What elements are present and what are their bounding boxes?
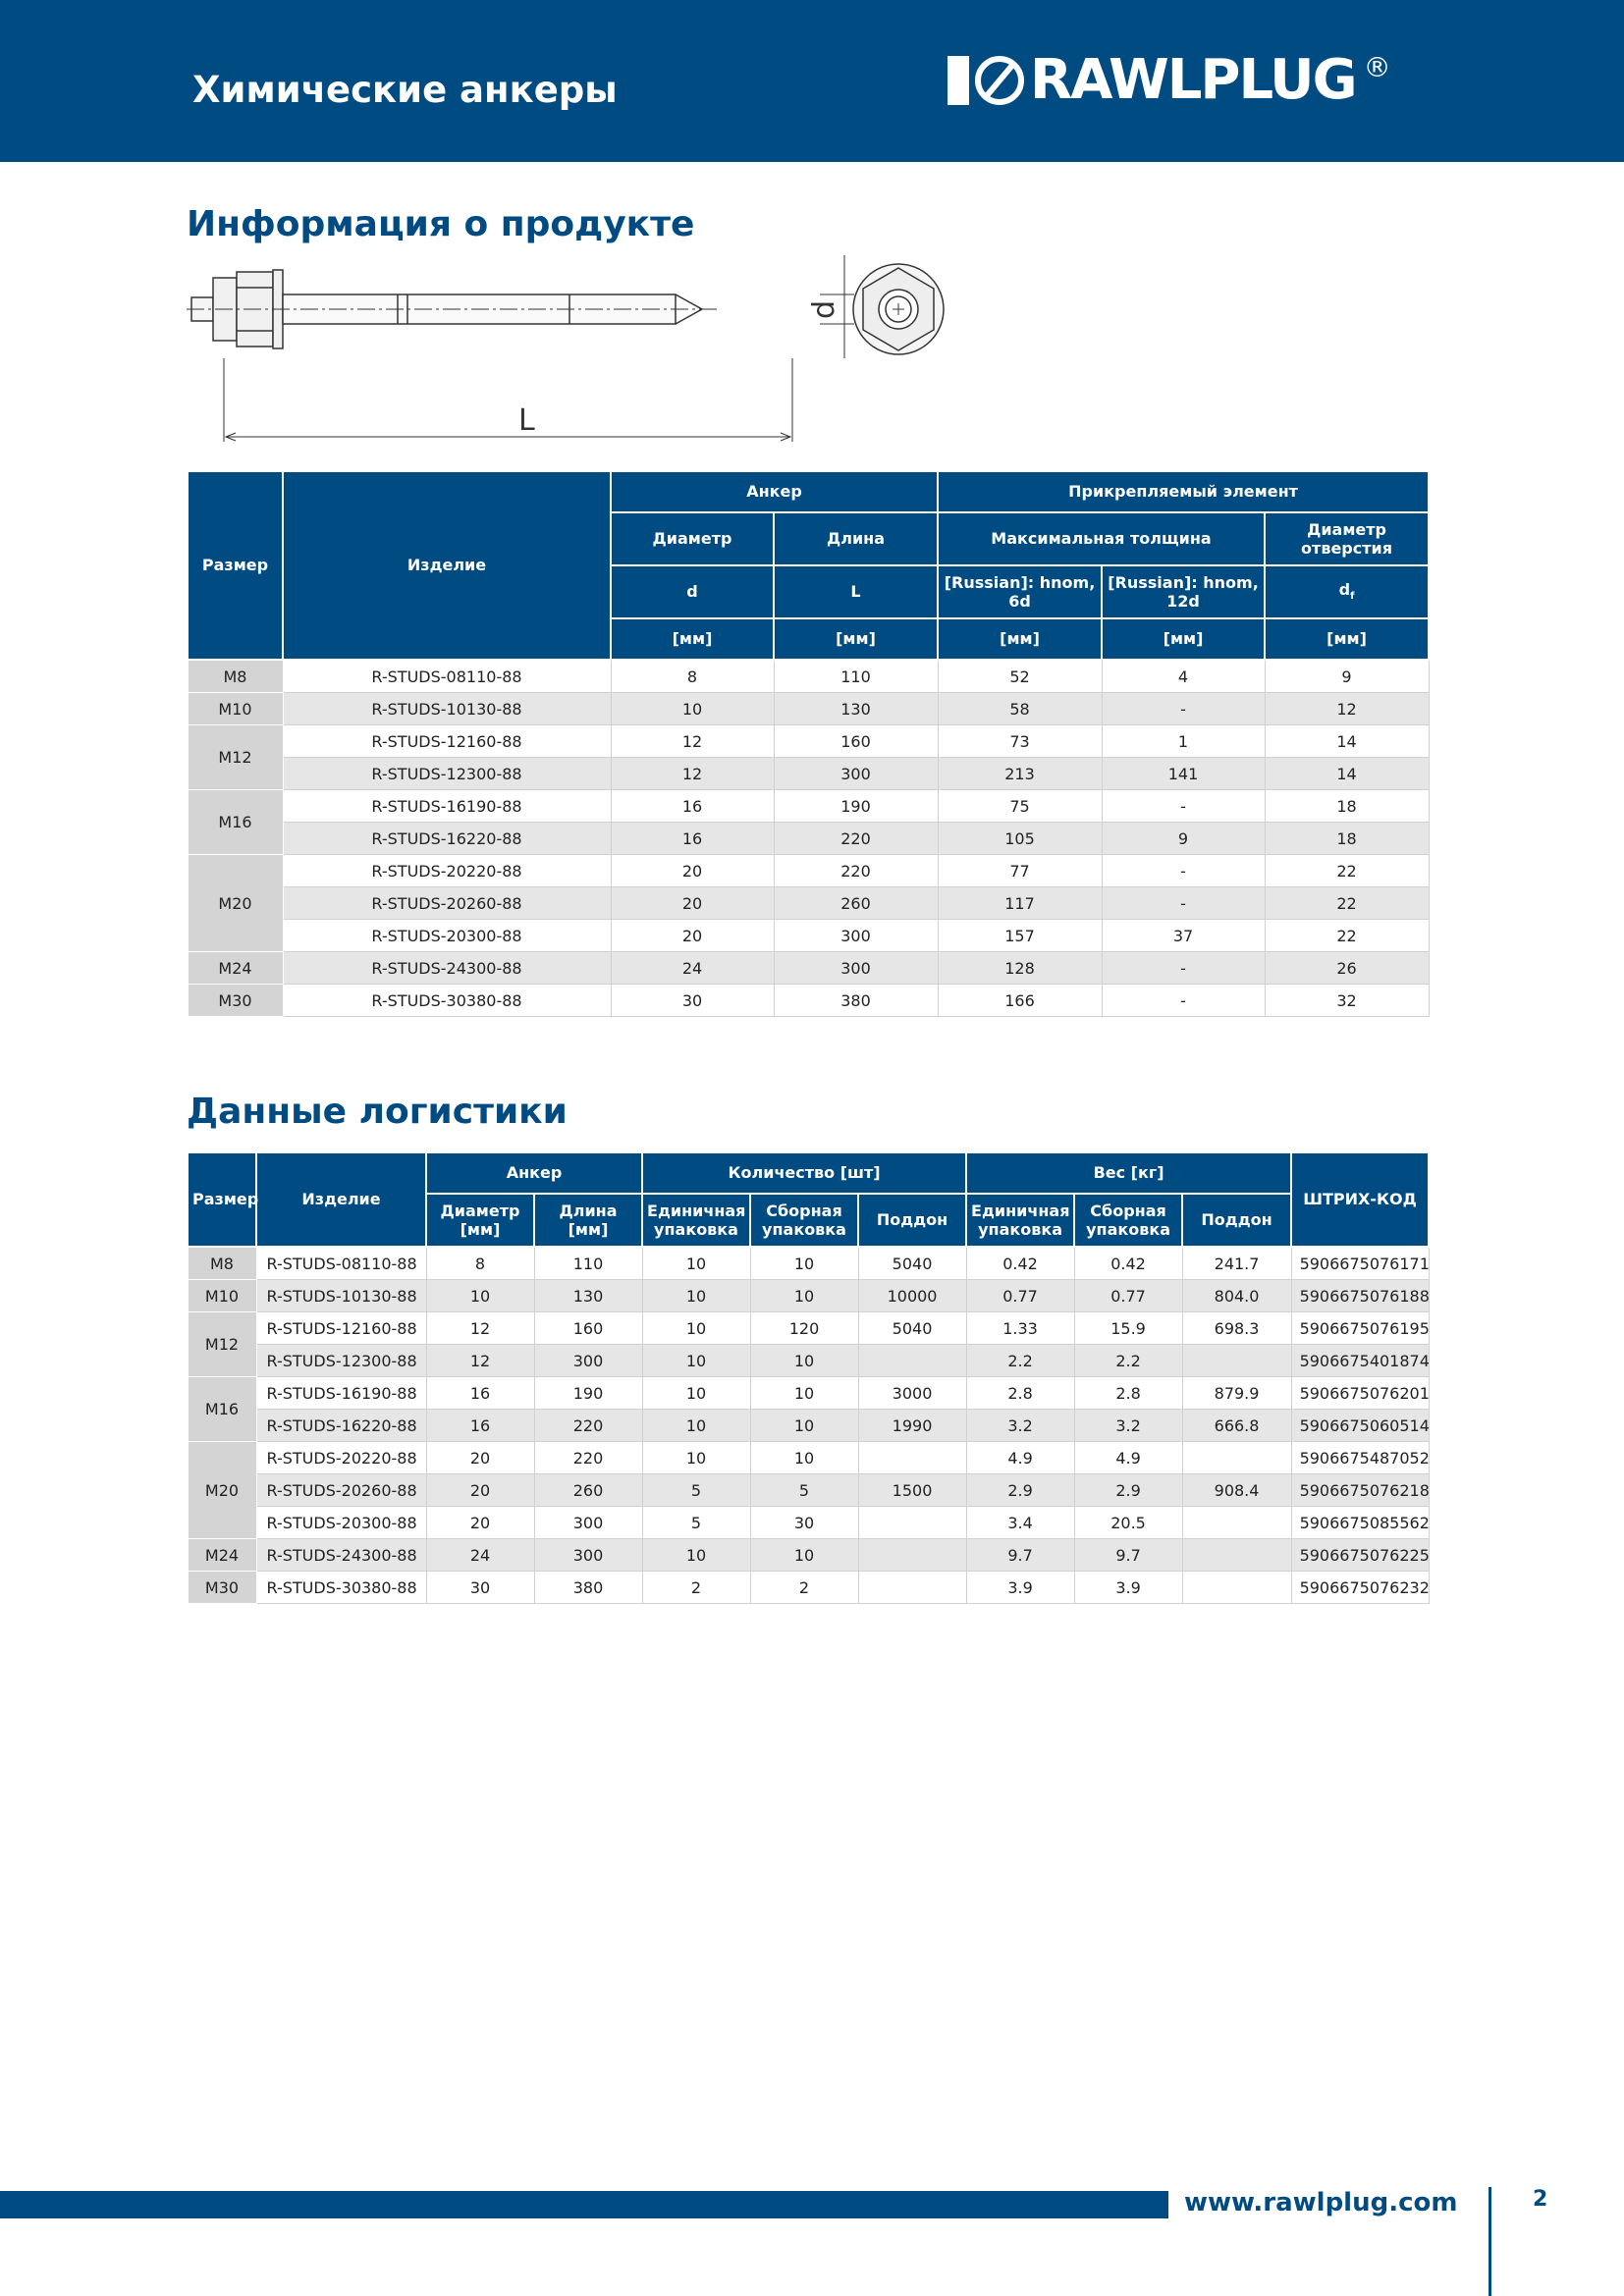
table-row (188, 758, 1429, 790)
table-row (188, 1474, 1429, 1507)
cell-item: R-STUDS-12300-88 (256, 1345, 426, 1377)
cell-q3 (858, 1539, 966, 1572)
cell-item: R-STUDS-12160-88 (283, 725, 611, 758)
cell-d: 20 (611, 887, 774, 920)
table-row (188, 725, 1429, 758)
size-cell: M16 (188, 790, 283, 855)
page-header (0, 0, 1624, 162)
cell-code: 5906675076232 (1291, 1572, 1429, 1604)
table-row (188, 790, 1429, 823)
cell-L: 380 (534, 1572, 642, 1604)
col-weight-pallet: Поддон (1182, 1194, 1291, 1247)
cell-L: 110 (534, 1247, 642, 1280)
cell-d: 8 (426, 1247, 534, 1280)
cell-q2: 5 (750, 1474, 858, 1507)
website-link[interactable]: www.rawlplug.com (1184, 2188, 1458, 2217)
col-hnom-6d: [Russian]: hnom, 6d (938, 565, 1102, 618)
col-item: Изделие (256, 1152, 426, 1247)
cell-code: 5906675076225 (1291, 1539, 1429, 1572)
cell-t12: 4 (1102, 660, 1265, 693)
cell-L: 130 (534, 1280, 642, 1312)
logo-bar-icon (947, 56, 969, 105)
cell-w1: 2.9 (966, 1474, 1074, 1507)
cell-item: R-STUDS-20260-88 (256, 1474, 426, 1507)
cell-L: 190 (774, 790, 938, 823)
cell-t12: - (1102, 790, 1265, 823)
cell-L: 300 (774, 920, 938, 952)
cell-w2: 3.9 (1074, 1572, 1182, 1604)
cell-q3 (858, 1572, 966, 1604)
logistics-title: Данные логистики (187, 1092, 568, 1132)
cell-q1: 10 (642, 1247, 750, 1280)
footer-divider (1489, 2187, 1491, 2296)
cell-item: R-STUDS-12160-88 (256, 1312, 426, 1345)
cell-t12: 9 (1102, 823, 1265, 855)
cell-w3 (1182, 1572, 1291, 1604)
col-d-symbol: d (611, 565, 774, 618)
cell-w2: 4.9 (1074, 1442, 1182, 1474)
cell-w3: 879.9 (1182, 1377, 1291, 1410)
cell-t12: - (1102, 887, 1265, 920)
cell-L: 300 (534, 1507, 642, 1539)
cell-df: 14 (1265, 725, 1429, 758)
cell-q3: 5040 (858, 1247, 966, 1280)
cell-item: R-STUDS-30380-88 (256, 1572, 426, 1604)
diameter-label: d (807, 299, 841, 319)
cell-w1: 4.9 (966, 1442, 1074, 1474)
table-row (188, 1507, 1429, 1539)
cell-w3 (1182, 1442, 1291, 1474)
cell-t6: 117 (938, 887, 1102, 920)
col-group-attached: Прикрепляемый элемент (938, 471, 1429, 512)
cell-t6: 105 (938, 823, 1102, 855)
cell-w3: 698.3 (1182, 1312, 1291, 1345)
cell-d: 20 (426, 1442, 534, 1474)
col-qty-unit-pack: Единичная упаковка (642, 1194, 750, 1247)
cell-w2: 3.2 (1074, 1410, 1182, 1442)
cell-q1: 5 (642, 1507, 750, 1539)
table-row (188, 1539, 1429, 1572)
size-cell: M12 (188, 1312, 256, 1377)
cell-w3 (1182, 1345, 1291, 1377)
size-cell: M20 (188, 1442, 256, 1539)
cell-t12: - (1102, 693, 1265, 725)
cell-item: R-STUDS-16190-88 (256, 1377, 426, 1410)
unit-label: [мм] (1265, 618, 1429, 660)
cell-w1: 2.2 (966, 1345, 1074, 1377)
cell-L: 260 (774, 887, 938, 920)
cell-t6: 128 (938, 952, 1102, 985)
cell-d: 12 (611, 758, 774, 790)
product-info-title: Информация о продукте (187, 204, 695, 244)
table-row (188, 1442, 1429, 1474)
cell-d: 16 (611, 823, 774, 855)
cell-item: R-STUDS-20220-88 (283, 855, 611, 887)
cell-w3: 666.8 (1182, 1410, 1291, 1442)
logo-wordmark: RAWLPLUG (1030, 48, 1356, 112)
cell-d: 12 (611, 725, 774, 758)
cell-d: 8 (611, 660, 774, 693)
table-row (188, 660, 1429, 693)
cell-w2: 0.42 (1074, 1247, 1182, 1280)
col-df-symbol: $d_f$ (1265, 565, 1429, 618)
size-cell: M24 (188, 952, 283, 985)
cell-L: 260 (534, 1474, 642, 1507)
col-group-anchor: Анкер (611, 471, 938, 512)
cell-df: 26 (1265, 952, 1429, 985)
cell-q2: 10 (750, 1280, 858, 1312)
cell-df: 18 (1265, 823, 1429, 855)
size-cell: M30 (188, 1572, 256, 1604)
cell-w1: 3.9 (966, 1572, 1074, 1604)
col-group-weight: Вес [кг] (966, 1152, 1291, 1194)
size-cell: M24 (188, 1539, 256, 1572)
logistics-table (187, 1151, 1430, 1604)
cell-code: 5906675076195 (1291, 1312, 1429, 1345)
col-hnom-12d: [Russian]: hnom, 12d (1102, 565, 1265, 618)
size-cell: M10 (188, 1280, 256, 1312)
cell-d: 16 (426, 1410, 534, 1442)
cell-w2: 20.5 (1074, 1507, 1182, 1539)
col-group-quantity: Количество [шт] (642, 1152, 966, 1194)
cell-w1: 0.77 (966, 1280, 1074, 1312)
col-diameter: Диаметр (611, 512, 774, 565)
cell-L: 130 (774, 693, 938, 725)
registered-mark: ® (1363, 51, 1391, 83)
cell-q3: 1990 (858, 1410, 966, 1442)
cell-q3 (858, 1442, 966, 1474)
cell-t6: 73 (938, 725, 1102, 758)
cell-t12: - (1102, 952, 1265, 985)
footer-bar (0, 2191, 1168, 2218)
cell-q1: 10 (642, 1442, 750, 1474)
cell-d: 24 (426, 1539, 534, 1572)
cell-item: R-STUDS-20300-88 (283, 920, 611, 952)
unit-label: [мм] (938, 618, 1102, 660)
cell-q2: 10 (750, 1410, 858, 1442)
col-item: Изделие (283, 471, 611, 660)
cell-t12: - (1102, 855, 1265, 887)
cell-d: 30 (611, 985, 774, 1017)
table-row (188, 1345, 1429, 1377)
cell-q2: 10 (750, 1247, 858, 1280)
cell-w1: 0.42 (966, 1247, 1074, 1280)
cell-code: 5906675060514 (1291, 1410, 1429, 1442)
cell-q1: 10 (642, 1280, 750, 1312)
table-row (188, 693, 1429, 725)
cell-q3 (858, 1507, 966, 1539)
cell-d: 20 (426, 1507, 534, 1539)
cell-t6: 58 (938, 693, 1102, 725)
cell-code: 5906675085562 (1291, 1507, 1429, 1539)
unit-label: [мм] (1102, 618, 1265, 660)
size-cell: M12 (188, 725, 283, 790)
cell-L: 160 (774, 725, 938, 758)
cell-q1: 2 (642, 1572, 750, 1604)
cell-d: 12 (426, 1312, 534, 1345)
cell-w3 (1182, 1539, 1291, 1572)
cell-code: 5906675076188 (1291, 1280, 1429, 1312)
cell-q2: 10 (750, 1377, 858, 1410)
cell-L: 220 (774, 855, 938, 887)
col-weight-bulk-pack: Сборная упаковка (1074, 1194, 1182, 1247)
cell-item: R-STUDS-20260-88 (283, 887, 611, 920)
cell-q3 (858, 1345, 966, 1377)
cell-q3: 10000 (858, 1280, 966, 1312)
cell-w2: 9.7 (1074, 1539, 1182, 1572)
cell-L: 300 (774, 758, 938, 790)
cell-q2: 120 (750, 1312, 858, 1345)
cell-t6: 75 (938, 790, 1102, 823)
cell-L: 190 (534, 1377, 642, 1410)
col-qty-bulk-pack: Сборная упаковка (750, 1194, 858, 1247)
cell-q1: 10 (642, 1345, 750, 1377)
rawlplug-logo (947, 48, 1391, 112)
col-hole-diameter: Диаметр отверстия (1265, 512, 1429, 565)
size-cell: M16 (188, 1377, 256, 1442)
cell-q1: 10 (642, 1312, 750, 1345)
cell-t6: 213 (938, 758, 1102, 790)
cell-q2: 2 (750, 1572, 858, 1604)
size-cell: M10 (188, 693, 283, 725)
cell-t6: 166 (938, 985, 1102, 1017)
cell-q1: 10 (642, 1377, 750, 1410)
cell-df: 18 (1265, 790, 1429, 823)
cell-item: R-STUDS-16220-88 (256, 1410, 426, 1442)
col-length: Длина [мм] (534, 1194, 642, 1247)
unit-label: [мм] (774, 618, 938, 660)
cell-d: 30 (426, 1572, 534, 1604)
cell-L: 110 (774, 660, 938, 693)
page-title: Химические анкеры (192, 69, 618, 111)
table-row (188, 1410, 1429, 1442)
size-cell: M30 (188, 985, 283, 1017)
col-qty-pallet: Поддон (858, 1194, 966, 1247)
col-length: Длина (774, 512, 938, 565)
table-row (188, 1312, 1429, 1345)
cell-t12: 141 (1102, 758, 1265, 790)
size-cell: M8 (188, 1247, 256, 1280)
cell-item: R-STUDS-24300-88 (283, 952, 611, 985)
table-row (188, 985, 1429, 1017)
cell-item: R-STUDS-16220-88 (283, 823, 611, 855)
cell-df: 22 (1265, 855, 1429, 887)
table-row (188, 823, 1429, 855)
cell-q1: 10 (642, 1539, 750, 1572)
cell-d: 20 (611, 920, 774, 952)
cell-w1: 9.7 (966, 1539, 1074, 1572)
cell-t6: 52 (938, 660, 1102, 693)
cell-item: R-STUDS-08110-88 (283, 660, 611, 693)
table-row (188, 1247, 1429, 1280)
cell-w3: 804.0 (1182, 1280, 1291, 1312)
col-group-anchor: Анкер (426, 1152, 642, 1194)
cell-code: 5906675076218 (1291, 1474, 1429, 1507)
cell-L: 300 (534, 1539, 642, 1572)
cell-q2: 30 (750, 1507, 858, 1539)
cell-code: 5906675076171 (1291, 1247, 1429, 1280)
cell-q3: 5040 (858, 1312, 966, 1345)
cell-w3: 241.7 (1182, 1247, 1291, 1280)
cell-w3: 908.4 (1182, 1474, 1291, 1507)
cell-item: R-STUDS-08110-88 (256, 1247, 426, 1280)
cell-w1: 2.8 (966, 1377, 1074, 1410)
cell-item: R-STUDS-30380-88 (283, 985, 611, 1017)
logo-screw-icon (975, 56, 1024, 105)
cell-q3: 3000 (858, 1377, 966, 1410)
cell-df: 22 (1265, 920, 1429, 952)
cell-w2: 2.9 (1074, 1474, 1182, 1507)
cell-q2: 10 (750, 1539, 858, 1572)
cell-w2: 15.9 (1074, 1312, 1182, 1345)
table-row (188, 1572, 1429, 1604)
cell-df: 14 (1265, 758, 1429, 790)
col-diameter: Диаметр [мм] (426, 1194, 534, 1247)
cell-df: 22 (1265, 887, 1429, 920)
table-row (188, 1377, 1429, 1410)
unit-label: [мм] (611, 618, 774, 660)
cell-w3 (1182, 1507, 1291, 1539)
table-row (188, 855, 1429, 887)
product-table (187, 470, 1430, 1017)
cell-d: 24 (611, 952, 774, 985)
cell-w1: 3.2 (966, 1410, 1074, 1442)
cell-q3: 1500 (858, 1474, 966, 1507)
cell-code: 5906675487052 (1291, 1442, 1429, 1474)
table-row (188, 952, 1429, 985)
cell-t12: 1 (1102, 725, 1265, 758)
size-cell: M8 (188, 660, 283, 693)
cell-item: R-STUDS-20220-88 (256, 1442, 426, 1474)
cell-L: 300 (774, 952, 938, 985)
col-size: Размер (188, 471, 283, 660)
col-max-thickness: Максимальная толщина (938, 512, 1265, 565)
cell-item: R-STUDS-20300-88 (256, 1507, 426, 1539)
cell-L: 380 (774, 985, 938, 1017)
cell-w2: 2.2 (1074, 1345, 1182, 1377)
cell-w1: 3.4 (966, 1507, 1074, 1539)
cell-d: 20 (426, 1474, 534, 1507)
cell-d: 12 (426, 1345, 534, 1377)
anchor-stud-drawing (187, 250, 972, 452)
cell-L: 160 (534, 1312, 642, 1345)
cell-df: 12 (1265, 693, 1429, 725)
col-barcode: ШТРИХ-КОД (1291, 1152, 1429, 1247)
cell-L: 220 (774, 823, 938, 855)
col-size: Размер (188, 1152, 256, 1247)
cell-w2: 0.77 (1074, 1280, 1182, 1312)
cell-q1: 5 (642, 1474, 750, 1507)
size-cell: M20 (188, 855, 283, 952)
length-label: L (518, 403, 535, 438)
table-row (188, 1280, 1429, 1312)
page-number: 2 (1533, 2187, 1548, 2212)
cell-L: 300 (534, 1345, 642, 1377)
cell-t12: - (1102, 985, 1265, 1017)
cell-d: 10 (611, 693, 774, 725)
cell-L: 220 (534, 1410, 642, 1442)
cell-L: 220 (534, 1442, 642, 1474)
cell-item: R-STUDS-24300-88 (256, 1539, 426, 1572)
cell-w1: 1.33 (966, 1312, 1074, 1345)
cell-d: 16 (611, 790, 774, 823)
cell-t6: 157 (938, 920, 1102, 952)
cell-t6: 77 (938, 855, 1102, 887)
cell-item: R-STUDS-10130-88 (256, 1280, 426, 1312)
cell-code: 5906675401874 (1291, 1345, 1429, 1377)
cell-d: 16 (426, 1377, 534, 1410)
table-row (188, 887, 1429, 920)
cell-w2: 2.8 (1074, 1377, 1182, 1410)
table-row (188, 920, 1429, 952)
cell-item: R-STUDS-10130-88 (283, 693, 611, 725)
cell-item: R-STUDS-12300-88 (283, 758, 611, 790)
cell-item: R-STUDS-16190-88 (283, 790, 611, 823)
cell-t12: 37 (1102, 920, 1265, 952)
cell-q1: 10 (642, 1410, 750, 1442)
cell-d: 20 (611, 855, 774, 887)
col-L-symbol: L (774, 565, 938, 618)
cell-q2: 10 (750, 1345, 858, 1377)
cell-df: 9 (1265, 660, 1429, 693)
cell-df: 32 (1265, 985, 1429, 1017)
cell-d: 10 (426, 1280, 534, 1312)
col-weight-unit-pack: Единичная упаковка (966, 1194, 1074, 1247)
cell-q2: 10 (750, 1442, 858, 1474)
cell-code: 5906675076201 (1291, 1377, 1429, 1410)
